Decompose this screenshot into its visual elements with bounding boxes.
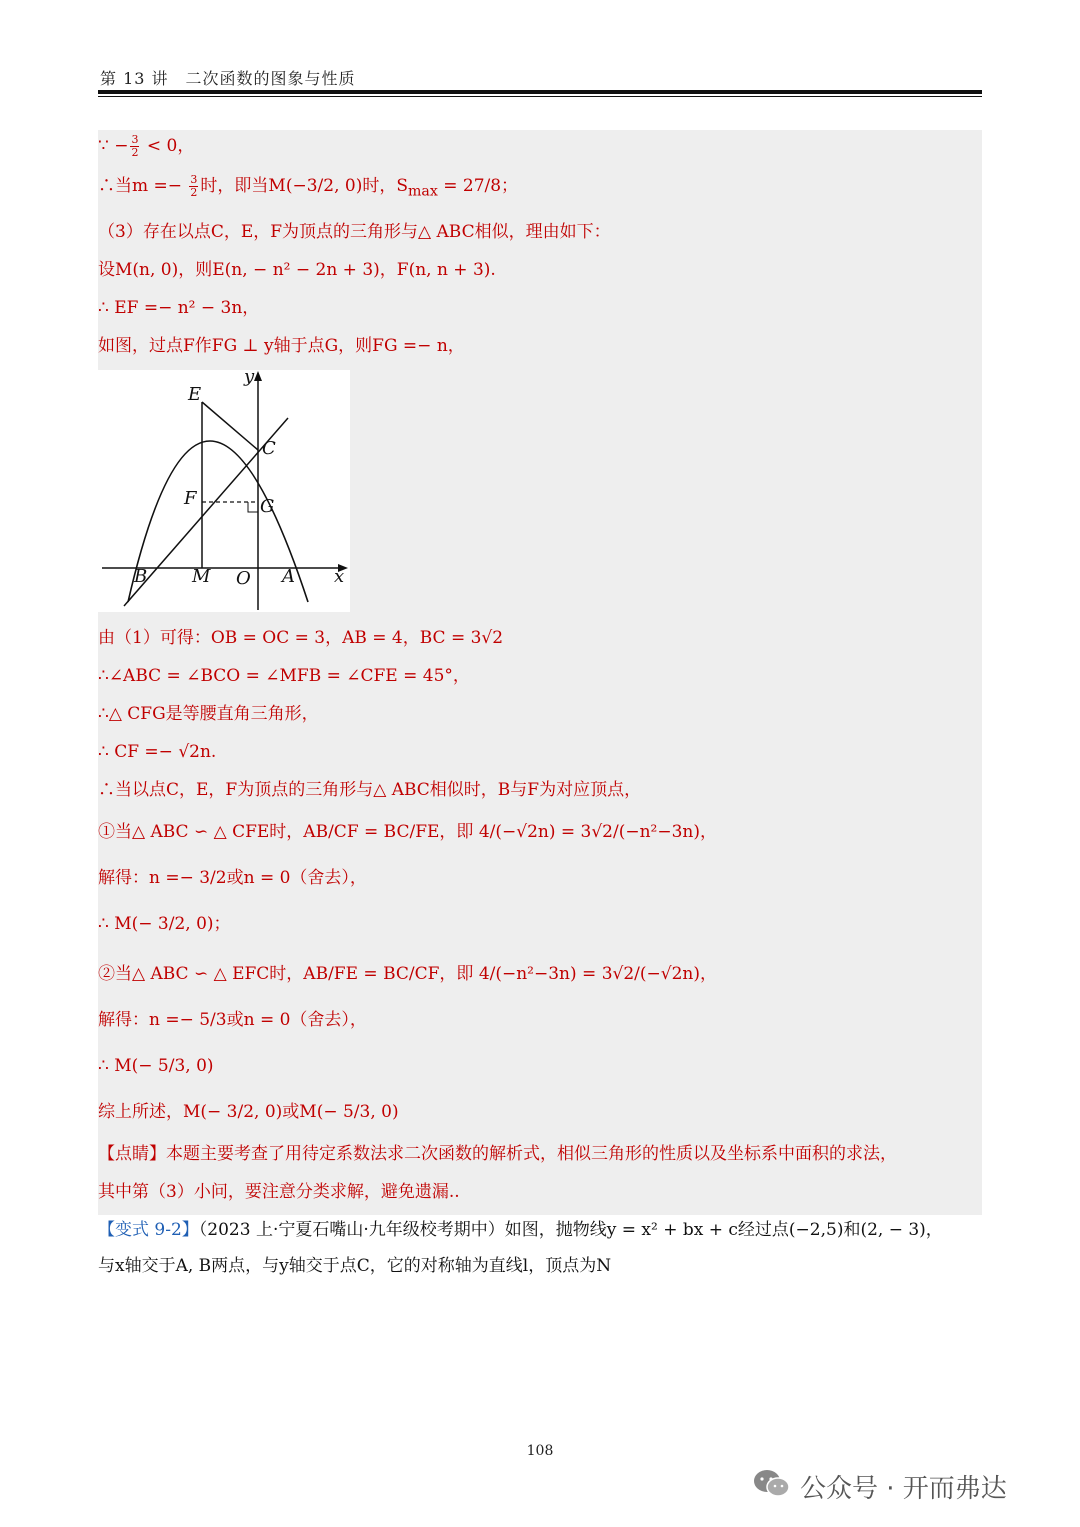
solution-line-1 — [98, 134, 194, 159]
solution-line-17: ∴ M(− 5/3, 0) — [98, 1056, 214, 1076]
page-header — [98, 62, 982, 98]
label-c: C — [262, 438, 276, 459]
label-x: x — [334, 566, 345, 587]
solution-block — [98, 130, 982, 1215]
y-axis-arrow — [254, 371, 262, 381]
solution-line-3: （3）存在以点C，E，F为顶点的三角形与△ ABC相似，理由如下： — [98, 222, 611, 242]
insight-line-2: 其中第（3）小问，要注意分类求解，避免遗漏.. — [98, 1182, 460, 1202]
wechat-icon — [752, 1468, 792, 1500]
segment-ec — [202, 402, 258, 450]
insight-line-1: 【点睛】本题主要考查了用待定系数法求二次函数的解析式，相似三角形的性质以及坐标系中面积的求法， — [98, 1144, 897, 1164]
solution-line-4: 设M(n, 0)，则E(n, − n² − 2n + 3)，F(n, n + 3). — [98, 260, 496, 280]
line2-post2: = 27/8； — [437, 176, 519, 196]
label-g: G — [260, 496, 275, 517]
variant-line-1 — [98, 1218, 982, 1242]
line1-post: < 0， — [141, 136, 195, 156]
header-rule-thin — [98, 96, 982, 97]
solution-line-5: ∴ EF =− n² − 3n， — [98, 298, 260, 318]
solution-line-16: 解得：n =− 5/3或n = 0（舍去）， — [98, 1010, 367, 1030]
watermark-text: 公众号 · 开而弗达 — [800, 1474, 1007, 1504]
line1-pre: ∵ − — [98, 136, 129, 156]
line2-frac — [189, 174, 198, 199]
solution-line-9: ∴△ CFG是等腰直角三角形， — [98, 704, 319, 724]
label-y: y — [244, 366, 255, 387]
parabola-curve — [128, 441, 308, 602]
variant-line-2: 与x轴交于A, B两点，与y轴交于点C，它的对称轴为直线l，顶点为N — [98, 1256, 612, 1276]
solution-line-7: 由（1）可得：OB = OC = 3，AB = 4，BC = 3√2 — [98, 628, 504, 648]
right-angle-mark — [248, 502, 258, 512]
frac-den: 2 — [131, 146, 139, 159]
solution-line-10: ∴ CF =− √2n. — [98, 742, 217, 762]
line2-pre: ∴当m =− — [98, 176, 188, 196]
solution-line-6: 如图，过点F作FG ⊥ y轴于点G，则FG =− n， — [98, 336, 465, 356]
solution-line-12: ①当△ ABC ∽ △ CFE时，AB/CF = BC/FE，即 4/(−√2n) = 3√2/(−n²−3n)， — [98, 822, 717, 842]
line2-post: 时，即当M(−3/2, 0)时，S — [200, 176, 408, 196]
parabola-figure — [98, 366, 350, 612]
solution-line-18: 综上所述，M(− 3/2, 0)或M(− 5/3, 0) — [98, 1102, 399, 1122]
solution-line-8: ∴∠ABC = ∠BCO = ∠MFB = ∠CFE = 45°， — [98, 666, 470, 686]
page-number: 108 — [526, 1443, 554, 1459]
frac-num: 3 — [190, 173, 198, 186]
solution-line-11: ∴当以点C，E，F为顶点的三角形与△ ABC相似时，B与F为对应顶点， — [98, 780, 642, 800]
variant-tag: 【变式 9-2】 — [98, 1220, 199, 1240]
label-e: E — [188, 384, 202, 405]
variant-problem — [98, 1218, 982, 1278]
frac-num: 3 — [131, 133, 139, 146]
header-title: 第 13 讲 二次函数的图象与性质 — [100, 69, 356, 88]
solution-line-14: ∴ M(− 3/2, 0)； — [98, 914, 231, 934]
label-b: B — [134, 566, 148, 587]
line2-sub: max — [407, 183, 438, 200]
label-o: O — [236, 568, 251, 589]
variant-text-1: （2023 上·宁夏石嘴山·九年级校考期中）如图，抛物线y = x² + bx + c经过点(−2,5)和(2, − 3)， — [198, 1220, 943, 1240]
label-a: A — [282, 566, 295, 587]
solution-line-15: ②当△ ABC ∽ △ EFC时，AB/FE = BC/CF，即 4/(−n²−3n) = 3√2/(−√2n)， — [98, 964, 717, 984]
line1-frac — [130, 134, 139, 159]
label-f: F — [184, 488, 197, 509]
frac-den: 2 — [190, 186, 198, 199]
label-m: M — [192, 566, 211, 587]
solution-line-13: 解得：n =− 3/2或n = 0（舍去）， — [98, 868, 367, 888]
header-rule-thick — [98, 90, 982, 94]
solution-line-2 — [98, 174, 518, 203]
